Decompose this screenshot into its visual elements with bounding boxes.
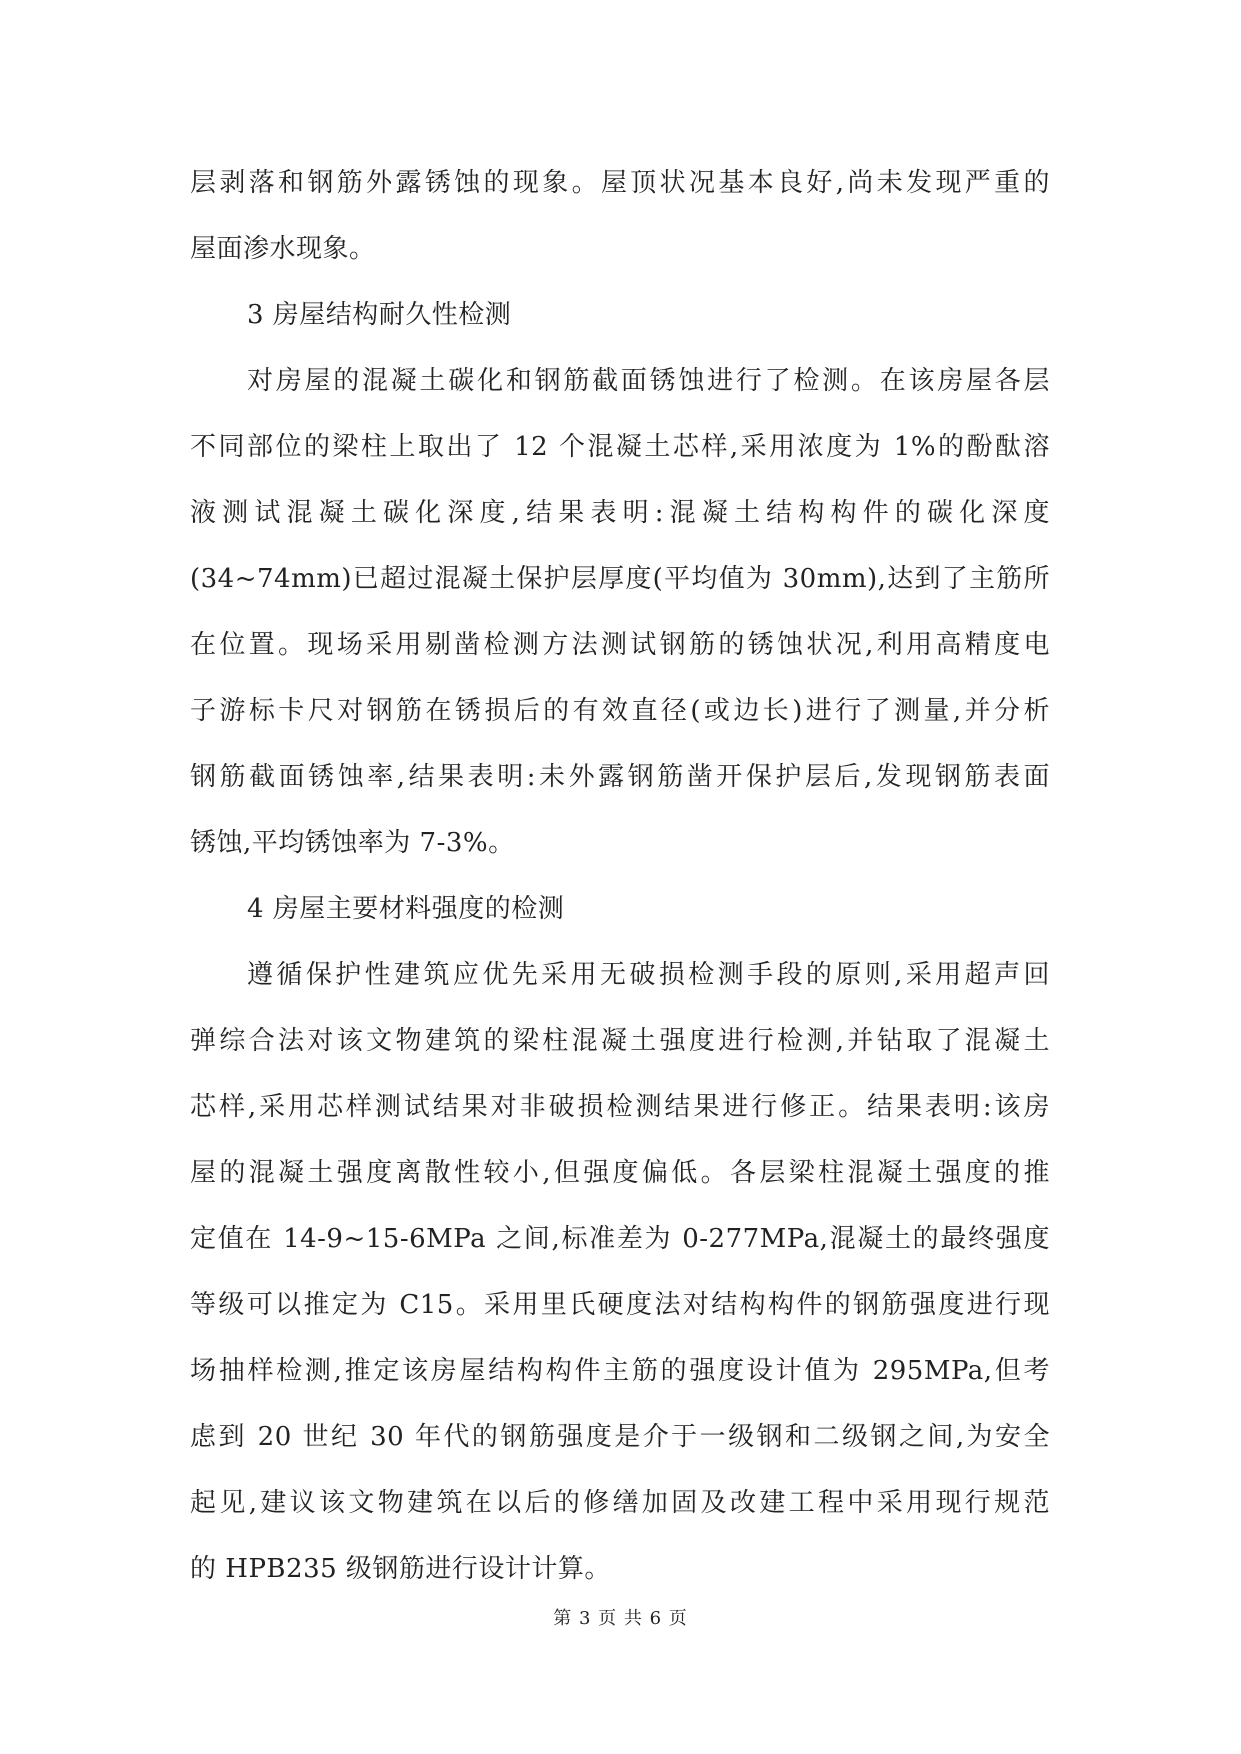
document-body (190, 150, 1050, 1602)
section-heading-durability: 3 房屋结构耐久性检测 (247, 300, 512, 330)
paragraph-line: 的 HPB235 级钢筋进行设计计算。 (190, 1554, 611, 1584)
paragraph-line: 屋面渗水现象。 (190, 234, 376, 264)
page-number-footer: 第 3 页 共 6 页 (553, 1608, 688, 1629)
section-heading-material-strength: 4 房屋主要材料强度的检测 (247, 894, 565, 924)
paragraph-line: 虑到 20 世纪 30 年代的钢筋强度是介于一级钢和二级钢之间,为安全 (190, 1422, 1050, 1452)
paragraph-line: 不同部位的梁柱上取出了 12 个混凝土芯样,采用浓度为 1%的酚酞溶 (190, 432, 1050, 462)
paragraph-line: 钢筋截面锈蚀率,结果表明:未外露钢筋凿开保护层后,发现钢筋表面 (190, 762, 1050, 792)
paragraph-line: (34~74mm)已超过混凝土保护层厚度(平均值为 30mm),达到了主筋所 (190, 564, 1050, 594)
paragraph-line: 起见,建议该文物建筑在以后的修缮加固及改建工程中采用现行规范 (190, 1488, 1050, 1518)
paragraph-line: 芯样,采用芯样测试结果对非破损检测结果进行修正。结果表明:该房 (190, 1092, 1050, 1122)
paragraph-line: 遵循保护性建筑应优先采用无破损检测手段的原则,采用超声回 (247, 960, 1050, 990)
paragraph-line: 对房屋的混凝土碳化和钢筋截面锈蚀进行了检测。在该房屋各层 (247, 366, 1050, 396)
paragraph-line: 屋的混凝土强度离散性较小,但强度偏低。各层梁柱混凝土强度的推 (190, 1158, 1050, 1188)
paragraph-line: 定值在 14-9~15-6MPa 之间,标准差为 0-277MPa,混凝土的最终强度 (190, 1224, 1050, 1254)
paragraph-line: 等级可以推定为 C15。采用里氏硬度法对结构构件的钢筋强度进行现 (190, 1290, 1050, 1320)
paragraph-line: 弹综合法对该文物建筑的梁柱混凝土强度进行检测,并钻取了混凝土 (190, 1026, 1050, 1056)
paragraph-line: 在位置。现场采用剔凿检测方法测试钢筋的锈蚀状况,利用高精度电 (190, 630, 1050, 660)
paragraph-line: 液测试混凝土碳化深度,结果表明:混凝土结构构件的碳化深度 (190, 498, 1050, 528)
paragraph-line: 子游标卡尺对钢筋在锈损后的有效直径(或边长)进行了测量,并分析 (190, 696, 1050, 726)
paragraph-line: 锈蚀,平均锈蚀率为 7-3%。 (190, 828, 515, 858)
paragraph-line: 层剥落和钢筋外露锈蚀的现象。屋顶状况基本良好,尚未发现严重的 (190, 168, 1050, 198)
paragraph-line: 场抽样检测,推定该房屋结构构件主筋的强度设计值为 295MPa,但考 (190, 1356, 1050, 1386)
